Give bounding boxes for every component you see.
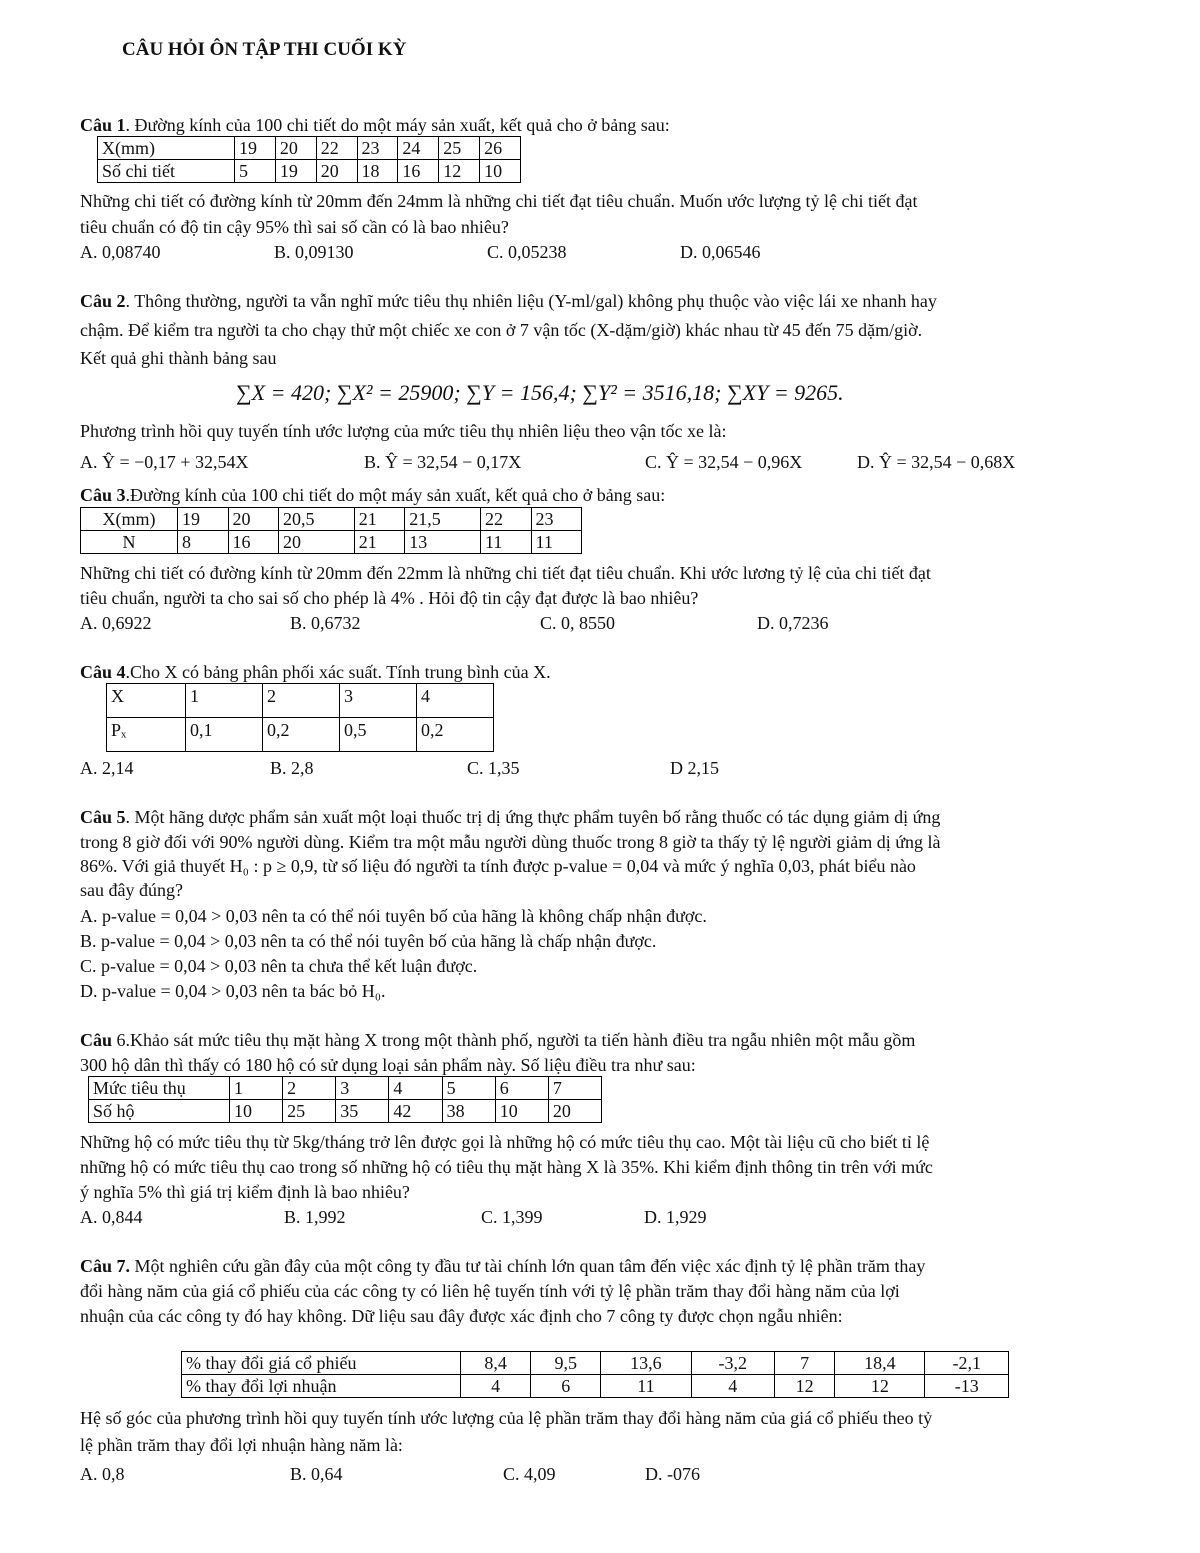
q4-option-a: A. 2,14 bbox=[80, 758, 134, 778]
q5-text-4: sau đây đúng? bbox=[80, 880, 183, 900]
q4-label: Câu 4 bbox=[80, 662, 126, 682]
q7-label: Câu 7. bbox=[80, 1256, 131, 1276]
q7-option-d: D. -076 bbox=[645, 1464, 700, 1484]
table-row: Mức tiêu thụ 1 2 3 4 5 6 7 bbox=[89, 1077, 602, 1100]
q1-option-a: A. 0,08740 bbox=[80, 242, 161, 262]
q2-text-4: Phương trình hồi quy tuyến tính ước lượng của mức tiêu thụ nhiên liệu theo vận tốc xe là: bbox=[80, 421, 727, 441]
q3-table bbox=[80, 507, 582, 554]
q6-option-b: B. 1,992 bbox=[284, 1207, 346, 1227]
q6-option-c: C. 1,399 bbox=[481, 1207, 543, 1227]
table-row: N 8 16 20 21 13 11 11 bbox=[81, 531, 582, 554]
q3-text-1: Những chi tiết có đường kính từ 20mm đến 22mm là những chi tiết đạt tiêu chuẩn. Khi ước lương tỷ lệ của chi tiết đạt bbox=[80, 563, 931, 583]
q2-text-1: Câu 2. Thông thường, người ta vẫn nghĩ mức tiêu thụ nhiên liệu (Y-ml/gal) không phụ thuộc vào việc lái xe nhanh hay bbox=[80, 291, 937, 311]
q6-text-4: những hộ có mức tiêu thụ cao trong số những hộ có tiêu thụ mặt hàng X là 35%. Khi kiểm định thông tin trên với mức bbox=[80, 1157, 933, 1177]
q5-option-d: D. p-value = 0,04 > 0,03 nên ta bác bỏ H₀. bbox=[80, 981, 386, 1001]
q1-text-2: tiêu chuẩn có độ tin cậy 95% thì sai số cần có là bao nhiêu? bbox=[80, 217, 509, 237]
q3-text-2: tiêu chuẩn, người ta cho sai số cho phép là 4% . Hỏi độ tin cậy đạt được là bao nhiêu? bbox=[80, 588, 699, 608]
q4-option-d: D 2,15 bbox=[670, 758, 719, 778]
table-row: Số hộ 10 25 35 42 38 10 20 bbox=[89, 1100, 602, 1123]
q7-text-3: nhuận của các công ty đó hay không. Dữ liệu sau đây được xác định cho 7 công ty được chọn ngẫu nhiên: bbox=[80, 1306, 843, 1326]
q7-text-4: Hệ số góc của phương trình hồi quy tuyến tính ước lượng của lệ phần trăm thay đổi hàng năm của giá cổ phiếu theo tỷ bbox=[80, 1408, 933, 1428]
q4-stem: Câu 4.Cho X có bảng phân phối xác suất. Tính trung bình của X. bbox=[80, 662, 551, 682]
q4-option-c: C. 1,35 bbox=[467, 758, 520, 778]
q5-text-2: trong 8 giờ đối với 90% người dùng. Kiểm tra một mẫu người dùng thuốc trong 8 giờ ta thấy tỷ lệ người giảm dị ứng là bbox=[80, 832, 941, 852]
q6-table bbox=[88, 1076, 602, 1123]
q7-table bbox=[181, 1351, 1009, 1398]
table-row: Pₓ 0,1 0,2 0,5 0,2 bbox=[107, 718, 494, 752]
q7-option-c: C. 4,09 bbox=[503, 1464, 556, 1484]
table-row: Số chi tiết 5 19 20 18 16 12 10 bbox=[98, 160, 521, 183]
table-row: X 1 2 3 4 bbox=[107, 684, 494, 718]
table-row: X(mm) 19 20 22 23 24 25 26 bbox=[98, 137, 521, 160]
q6-text-1: Câu 6.Khảo sát mức tiêu thụ mặt hàng X trong một thành phố, người ta tiến hành điều tra ngẫu nhiên một mẫu gồm bbox=[80, 1030, 916, 1050]
q3-label: Câu 3 bbox=[80, 485, 126, 505]
table-row: % thay đổi giá cổ phiếu 8,4 9,5 13,6 -3,2 7 18,4 -2,1 bbox=[182, 1352, 1009, 1375]
q3-option-d: D. 0,7236 bbox=[757, 613, 829, 633]
q3-option-b: B. 0,6732 bbox=[290, 613, 361, 633]
q2-formula: ∑X = 420; ∑X² = 25900; ∑Y = 156,4; ∑Y² = 3516,18; ∑XY = 9265. bbox=[236, 380, 844, 405]
q5-text-1: Câu 5. Một hãng dược phẩm sản xuất một loại thuốc trị dị ứng thực phẩm tuyên bố rằng thuốc có tác dụng giảm dị ứng bbox=[80, 807, 941, 827]
q4-table bbox=[106, 683, 494, 752]
q5-option-b: B. p-value = 0,04 > 0,03 nên ta có thể nói tuyên bố của hãng là chấp nhận được. bbox=[80, 931, 657, 951]
q7-text-2: đổi hàng năm của giá cổ phiếu của các công ty có liên hệ tuyến tính với tỷ lệ phần trăm thay đổi hàng năm của lợi bbox=[80, 1281, 900, 1301]
q6-option-a: A. 0,844 bbox=[80, 1207, 143, 1227]
q2-option-b: B. Ŷ = 32,54 − 0,17X bbox=[364, 452, 522, 472]
q1-option-d: D. 0,06546 bbox=[680, 242, 761, 262]
q6-label: Câu bbox=[80, 1030, 113, 1050]
q5-text-3: 86%. Với giả thuyết H₀ : p ≥ 0,9, từ số liệu đó người ta tính được p-value = 0,04 và mức ý nghĩa 0,03, phát biểu nào bbox=[80, 856, 916, 876]
q1-option-c: C. 0,05238 bbox=[487, 242, 567, 262]
q3-option-c: C. 0, 8550 bbox=[540, 613, 616, 633]
q2-label: Câu 2 bbox=[80, 291, 126, 311]
q7-option-a: A. 0,8 bbox=[80, 1464, 125, 1484]
q5-option-a: A. p-value = 0,04 > 0,03 nên ta có thể nói tuyên bố của hãng là không chấp nhận được. bbox=[80, 906, 707, 926]
q2-option-c: C. Ŷ = 32,54 − 0,96X bbox=[645, 452, 803, 472]
q6-text-3: Những hộ có mức tiêu thụ từ 5kg/tháng trở lên được gọi là những hộ có mức tiêu thụ cao. Một tài liệu cũ cho biết tỉ lệ bbox=[80, 1132, 930, 1152]
q1-label: Câu 1 bbox=[80, 115, 126, 135]
q4-option-b: B. 2,8 bbox=[270, 758, 314, 778]
table-row: % thay đổi lợi nhuận 4 6 11 4 12 12 -13 bbox=[182, 1375, 1009, 1398]
q5-option-c: C. p-value = 0,04 > 0,03 nên ta chưa thể kết luận được. bbox=[80, 956, 478, 976]
q2-option-a: A. Ŷ = −0,17 + 32,54X bbox=[80, 452, 249, 472]
q1-option-b: B. 0,09130 bbox=[274, 242, 354, 262]
q7-text-5: lệ phần trăm thay đổi lợi nhuận hàng năm là: bbox=[80, 1435, 403, 1455]
q1-stem: Câu 1. Đường kính của 100 chi tiết do một máy sản xuất, kết quả cho ở bảng sau: bbox=[80, 115, 670, 135]
q3-stem: Câu 3.Đường kính của 100 chi tiết do một máy sản xuất, kết quả cho ở bảng sau: bbox=[80, 485, 666, 505]
table-row: X(mm) 19 20 20,5 21 21,5 22 23 bbox=[81, 508, 582, 531]
q7-option-b: B. 0,64 bbox=[290, 1464, 343, 1484]
q2-text-2: chậm. Để kiểm tra người ta cho chạy thử một chiếc xe con ở 7 vận tốc (X-dặm/giờ) khác nhau từ 45 đến 75 dặm/giờ. bbox=[80, 320, 923, 340]
q6-option-d: D. 1,929 bbox=[644, 1207, 707, 1227]
q6-text-2: 300 hộ dân thì thấy có 180 hộ có sử dụng loại sản phẩm này. Số liệu điều tra như sau: bbox=[80, 1055, 696, 1075]
q2-option-d: D. Ŷ = 32,54 − 0,68X bbox=[857, 452, 1016, 472]
q2-text-3: Kết quả ghi thành bảng sau bbox=[80, 348, 277, 368]
q1-text-1: Những chi tiết có đường kính từ 20mm đến 24mm là những chi tiết đạt tiêu chuẩn. Muốn ước lượng tỷ lệ chi tiết đạt bbox=[80, 191, 918, 211]
q6-text-5: ý nghĩa 5% thì giá trị kiểm định là bao nhiêu? bbox=[80, 1182, 410, 1202]
page-title: CÂU HỎI ÔN TẬP THI CUỐI KỲ bbox=[122, 39, 407, 60]
q7-text-1: Câu 7. Một nghiên cứu gần đây của một công ty đầu tư tài chính lớn quan tâm đến việc xác định tỷ lệ phần trăm thay bbox=[80, 1256, 926, 1276]
q1-table bbox=[97, 136, 521, 183]
q3-option-a: A. 0,6922 bbox=[80, 613, 152, 633]
q5-label: Câu 5 bbox=[80, 807, 126, 827]
